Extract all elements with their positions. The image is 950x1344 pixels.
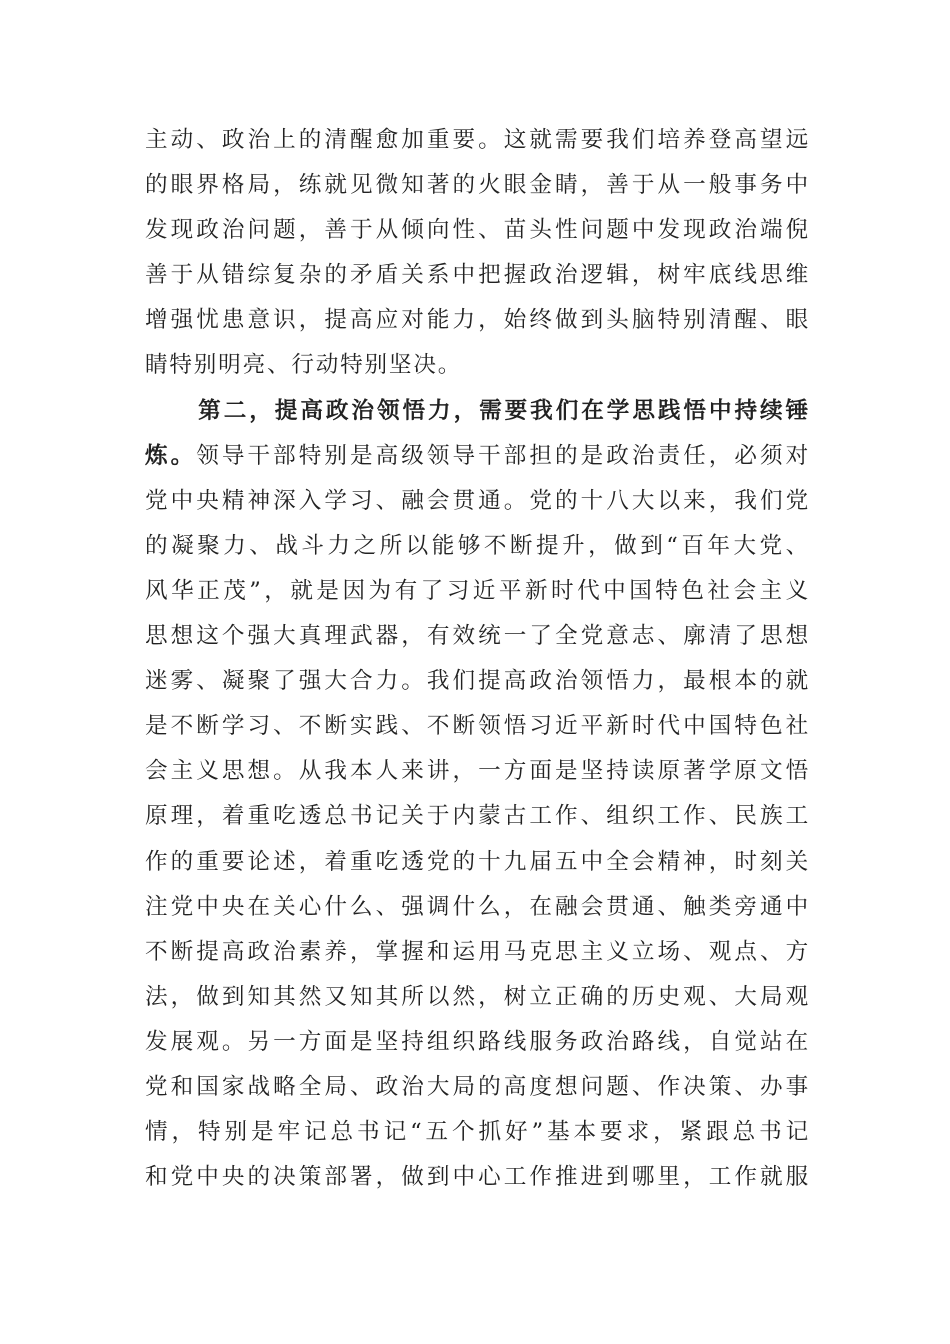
text-line: 情，特别是牢记总书记“五个抓好”基本要求，紧跟总书记 — [145, 1119, 810, 1146]
text-line: 思想这个强大真理武器，有效统一了全党意志、廓清了思想 — [145, 623, 810, 650]
paragraph-1 — [145, 118, 810, 389]
text-line-rest: 领导干部特别是高级领导干部担的是政治责任，必须对 — [196, 442, 810, 469]
text-line: 党和国家战略全局、政治大局的高度想问题、作决策、办事 — [145, 1073, 810, 1100]
text-line: 作的重要论述，着重吃透党的十九届五中全会精神，时刻关 — [145, 848, 810, 875]
text-line: 会主义思想。从我本人来讲，一方面是坚持读原著学原文悟 — [145, 758, 810, 785]
text-line: 党中央精神深入学习、融会贯通。党的十八大以来，我们党 — [145, 487, 810, 514]
text-line: 是不断学习、不断实践、不断领悟习近平新时代中国特色社 — [145, 713, 810, 740]
text-line: 不断提高政治素养，掌握和运用马克思主义立场、观点、方 — [145, 938, 810, 965]
paragraph-heading-end: 炼。 — [145, 442, 197, 469]
text-line: 注党中央在关心什么、强调什么，在融会贯通、触类旁通中 — [145, 893, 810, 920]
text-line: 睛特别明亮、行动特别坚决。 — [145, 352, 463, 379]
text-line: 迷雾、凝聚了强大合力。我们提高政治领悟力，最根本的就 — [145, 668, 810, 695]
text-line: 善于从错综复杂的矛盾关系中把握政治逻辑，树牢底线思维 — [145, 262, 810, 289]
text-line: 主动、政治上的清醒愈加重要。这就需要我们培养登高望远 — [145, 127, 810, 153]
text-line: 发展观。另一方面是坚持组织路线服务政治路线，自觉站在 — [145, 1028, 810, 1055]
text-line: 法，做到知其然又知其所以然，树立正确的历史观、大局观 — [145, 983, 810, 1010]
text-line: 增强忧患意识，提高应对能力，始终做到头脑特别清醒、眼 — [145, 307, 810, 334]
document-body — [145, 118, 810, 1200]
paragraph-heading: 第二，提高政治领悟力，需要我们在学思践悟中持续锤 — [197, 397, 810, 424]
text-line: 和党中央的决策部署，做到中心工作推进到哪里，工作就服 — [145, 1164, 810, 1191]
paragraph-2 — [145, 389, 810, 1201]
text-line: 风华正茂”，就是因为有了习近平新时代中国特色社会主义 — [145, 577, 810, 604]
text-line: 的凝聚力、战斗力之所以能够不断提升，做到“百年大党、 — [145, 532, 810, 559]
text-line: 发现政治问题，善于从倾向性、苗头性问题中发现政治端倪 — [145, 217, 810, 244]
text-line: 的眼界格局，练就见微知著的火眼金睛，善于从一般事务中 — [145, 172, 810, 199]
text-line: 原理，着重吃透总书记关于内蒙古工作、组织工作、民族工 — [145, 803, 810, 830]
text-line-heading — [145, 389, 810, 434]
text-line — [145, 434, 810, 479]
